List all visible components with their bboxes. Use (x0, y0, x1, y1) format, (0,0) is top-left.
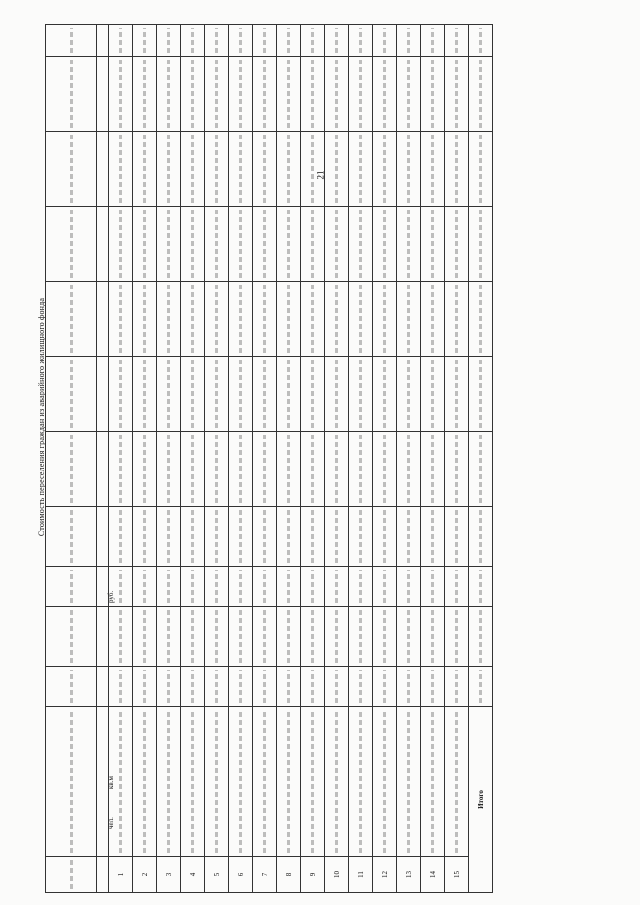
illegible-cell (157, 132, 181, 207)
illegible-cell (445, 567, 469, 607)
illegible-cell (133, 567, 157, 607)
illegible-cell (421, 25, 445, 57)
illegible-cell (373, 282, 397, 357)
table-row (421, 25, 445, 893)
illegible-cell (277, 667, 301, 707)
illegible-cell (373, 667, 397, 707)
illegible-cell (325, 607, 349, 667)
illegible-cell (445, 507, 469, 567)
illegible-cell (421, 567, 445, 607)
illegible-cell (349, 207, 373, 282)
illegible-cell (421, 507, 445, 567)
illegible-cell (181, 207, 205, 282)
illegible-cell (157, 432, 181, 507)
illegible-cell (109, 57, 133, 132)
illegible-cell (277, 607, 301, 667)
illegible-cell (157, 507, 181, 567)
illegible-cell (181, 432, 205, 507)
illegible-cell (445, 707, 469, 857)
page-number: 21 (315, 170, 326, 180)
table-row (109, 25, 133, 893)
illegible-cell (109, 207, 133, 282)
illegible-cell (373, 567, 397, 607)
illegible-cell (181, 132, 205, 207)
illegible-cell (109, 607, 133, 667)
row-number: 1 (109, 857, 133, 893)
table-row (181, 25, 205, 893)
illegible-cell (325, 357, 349, 432)
illegible-cell (133, 432, 157, 507)
illegible-cell (253, 707, 277, 857)
illegible-cell (205, 357, 229, 432)
illegible-cell (205, 607, 229, 667)
illegible-cell (445, 282, 469, 357)
illegible-cell (301, 707, 325, 857)
illegible-cell (349, 432, 373, 507)
illegible-cell (349, 607, 373, 667)
row-number: 14 (421, 857, 445, 893)
illegible-cell (109, 567, 133, 607)
illegible-cell (229, 667, 253, 707)
header-cell (46, 857, 97, 893)
illegible-cell (133, 707, 157, 857)
illegible-cell (205, 132, 229, 207)
illegible-cell (421, 57, 445, 132)
illegible-cell (277, 357, 301, 432)
illegible-cell (229, 57, 253, 132)
illegible-cell (229, 432, 253, 507)
header-cell (46, 567, 97, 607)
illegible-cell (349, 357, 373, 432)
illegible-cell (277, 207, 301, 282)
table-row (445, 25, 469, 893)
header-row (46, 25, 97, 893)
illegible-cell (421, 357, 445, 432)
illegible-cell (277, 282, 301, 357)
illegible-cell (253, 25, 277, 57)
illegible-cell (181, 707, 205, 857)
table-row (205, 25, 229, 893)
illegible-cell (109, 132, 133, 207)
illegible-cell (229, 607, 253, 667)
illegible-cell (349, 132, 373, 207)
table-row (349, 25, 373, 893)
illegible-cell (421, 667, 445, 707)
illegible-cell (373, 507, 397, 567)
illegible-cell (181, 282, 205, 357)
illegible-cell (301, 282, 325, 357)
illegible-cell (325, 707, 349, 857)
illegible-cell (397, 357, 421, 432)
row-number: 15 (445, 857, 469, 893)
row-number: 7 (253, 857, 277, 893)
illegible-cell (205, 57, 229, 132)
illegible-cell (133, 25, 157, 57)
illegible-cell (421, 607, 445, 667)
header-cell (46, 432, 97, 507)
table-body (109, 25, 469, 893)
illegible-cell (277, 507, 301, 567)
header-cell (46, 507, 97, 567)
illegible-cell (133, 667, 157, 707)
illegible-cell (349, 282, 373, 357)
illegible-cell (301, 507, 325, 567)
header-cell (46, 132, 97, 207)
illegible-cell (253, 57, 277, 132)
illegible-cell (397, 132, 421, 207)
illegible-cell (109, 25, 133, 57)
illegible-cell (205, 567, 229, 607)
illegible-cell (157, 282, 181, 357)
illegible-cell (325, 207, 349, 282)
illegible-cell (397, 667, 421, 707)
illegible-cell (253, 667, 277, 707)
table-row (373, 25, 397, 893)
illegible-cell (349, 57, 373, 132)
illegible-cell (205, 707, 229, 857)
illegible-cell (373, 707, 397, 857)
illegible-cell (181, 607, 205, 667)
illegible-cell (421, 132, 445, 207)
illegible-cell (181, 25, 205, 57)
illegible-cell (349, 667, 373, 707)
illegible-cell (373, 207, 397, 282)
illegible-cell (325, 57, 349, 132)
illegible-cell (397, 57, 421, 132)
illegible-cell (205, 25, 229, 57)
illegible-cell (301, 432, 325, 507)
unit-area-label: кв.м (107, 776, 115, 789)
illegible-cell (205, 207, 229, 282)
illegible-cell (373, 607, 397, 667)
illegible-cell (133, 207, 157, 282)
illegible-cell (349, 25, 373, 57)
illegible-cell (325, 432, 349, 507)
illegible-cell (301, 357, 325, 432)
illegible-cell (397, 282, 421, 357)
illegible-cell (397, 507, 421, 567)
illegible-cell (301, 25, 325, 57)
illegible-cell (325, 132, 349, 207)
row-number: 10 (325, 857, 349, 893)
illegible-cell (325, 667, 349, 707)
resettlement-cost-table (45, 24, 493, 893)
illegible-cell (325, 567, 349, 607)
row-number: 6 (229, 857, 253, 893)
illegible-cell (157, 667, 181, 707)
totals-row (469, 25, 493, 893)
illegible-cell (205, 282, 229, 357)
illegible-cell (157, 57, 181, 132)
unit-people-label: чел. (107, 817, 115, 829)
table-row (397, 25, 421, 893)
table-row (229, 25, 253, 893)
row-number: 8 (277, 857, 301, 893)
illegible-cell (397, 567, 421, 607)
table-row (325, 25, 349, 893)
illegible-cell (109, 432, 133, 507)
illegible-cell (397, 25, 421, 57)
illegible-cell (181, 57, 205, 132)
illegible-cell (229, 357, 253, 432)
header-cell (46, 207, 97, 282)
illegible-cell (109, 357, 133, 432)
illegible-cell (157, 207, 181, 282)
illegible-cell (445, 607, 469, 667)
illegible-cell (421, 282, 445, 357)
header-cell (46, 25, 97, 57)
illegible-cell (229, 567, 253, 607)
illegible-cell (229, 282, 253, 357)
illegible-cell (181, 567, 205, 607)
illegible-cell (205, 432, 229, 507)
row-number: 12 (373, 857, 397, 893)
illegible-cell (301, 607, 325, 667)
illegible-cell (109, 507, 133, 567)
illegible-cell (277, 432, 301, 507)
illegible-cell (133, 57, 157, 132)
row-number: 3 (157, 857, 181, 893)
illegible-cell (349, 707, 373, 857)
header-cell (46, 357, 97, 432)
illegible-cell (373, 357, 397, 432)
illegible-cell (109, 667, 133, 707)
illegible-cell (253, 607, 277, 667)
table-row (301, 25, 325, 893)
illegible-cell (277, 57, 301, 132)
illegible-cell (445, 57, 469, 132)
illegible-cell (325, 25, 349, 57)
illegible-cell (373, 25, 397, 57)
illegible-cell (301, 667, 325, 707)
row-number: 9 (301, 857, 325, 893)
illegible-cell (349, 567, 373, 607)
illegible-cell (325, 507, 349, 567)
illegible-cell (229, 707, 253, 857)
illegible-cell (157, 607, 181, 667)
rotated-table-area (33, 25, 618, 893)
illegible-cell (301, 57, 325, 132)
illegible-cell (349, 507, 373, 567)
illegible-cell (229, 25, 253, 57)
illegible-cell (133, 132, 157, 207)
illegible-cell (445, 207, 469, 282)
illegible-cell (373, 132, 397, 207)
illegible-cell (133, 282, 157, 357)
illegible-cell (373, 57, 397, 132)
illegible-cell (253, 132, 277, 207)
illegible-cell (421, 432, 445, 507)
illegible-cell (253, 507, 277, 567)
illegible-cell (109, 707, 133, 857)
row-number: 13 (397, 857, 421, 893)
table-heading: Стоимость переселения граждан из аварийного жилищного фонда (37, 297, 46, 537)
illegible-cell (229, 132, 253, 207)
row-number: 4 (181, 857, 205, 893)
illegible-cell (397, 707, 421, 857)
illegible-cell (445, 357, 469, 432)
illegible-cell (277, 707, 301, 857)
illegible-cell (301, 207, 325, 282)
illegible-cell (181, 357, 205, 432)
illegible-cell (325, 282, 349, 357)
unit-rub-label: руб. (107, 590, 115, 603)
header-cell (46, 707, 97, 857)
illegible-cell (253, 432, 277, 507)
illegible-cell (253, 567, 277, 607)
illegible-cell (373, 432, 397, 507)
header-cell (46, 607, 97, 667)
illegible-cell (133, 507, 157, 567)
row-number: 5 (205, 857, 229, 893)
header-cell (46, 667, 97, 707)
illegible-cell (301, 567, 325, 607)
illegible-cell (205, 507, 229, 567)
table-row (277, 25, 301, 893)
illegible-cell (205, 667, 229, 707)
header-cell (46, 57, 97, 132)
illegible-cell (277, 132, 301, 207)
illegible-cell (445, 667, 469, 707)
illegible-cell (253, 357, 277, 432)
totals-label: Итого (469, 707, 493, 893)
illegible-cell (397, 207, 421, 282)
illegible-cell (421, 707, 445, 857)
table-row (253, 25, 277, 893)
illegible-cell (397, 607, 421, 667)
illegible-cell (301, 132, 325, 207)
table-row (157, 25, 181, 893)
illegible-cell (109, 282, 133, 357)
illegible-cell (229, 207, 253, 282)
illegible-cell (445, 25, 469, 57)
illegible-cell (277, 567, 301, 607)
row-number: 2 (133, 857, 157, 893)
illegible-cell (253, 207, 277, 282)
illegible-cell (445, 132, 469, 207)
illegible-cell (277, 25, 301, 57)
illegible-cell (157, 357, 181, 432)
illegible-cell (181, 507, 205, 567)
illegible-cell (253, 282, 277, 357)
illegible-cell (445, 432, 469, 507)
row-number: 11 (349, 857, 373, 893)
units-row (97, 25, 109, 893)
illegible-cell (133, 607, 157, 667)
header-cell (46, 282, 97, 357)
illegible-cell (133, 357, 157, 432)
table-row (133, 25, 157, 893)
illegible-cell (157, 25, 181, 57)
illegible-cell (397, 432, 421, 507)
illegible-cell (421, 207, 445, 282)
illegible-cell (157, 567, 181, 607)
illegible-cell (229, 507, 253, 567)
illegible-cell (181, 667, 205, 707)
illegible-cell (157, 707, 181, 857)
